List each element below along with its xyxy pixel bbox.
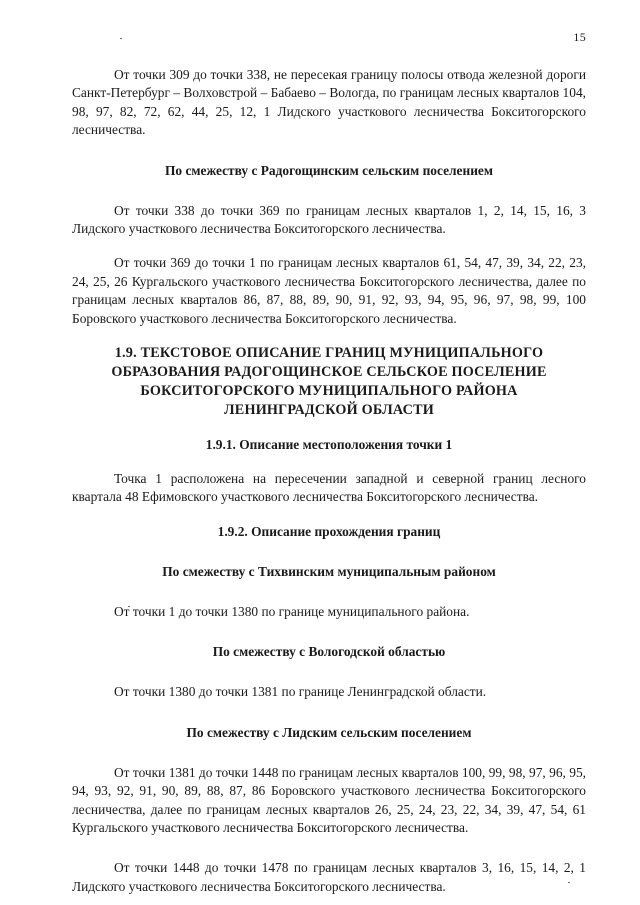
paragraph-1380-1381: От точки 1380 до точки 1381 по границе Ленинградской области. — [114, 684, 487, 700]
paragraph-369-1: От точки 369 до точки 1 по границам лесных кварталов 61, 54, 47, 39, 34, 22, 23, 24, 25, 26 Кургальского участкового лесничества Бокситогорского лесничества, далее по границам лесных кварталов 86, 87, 88, 89, 90, 91, 92, 93, 94, 95, 96, 97, 98, 99, 100 Боровского участкового лесничества Бокситогорского лесничества. — [72, 255, 586, 326]
heading-vologda-border: По смежеству с Вологодской областью — [212, 644, 446, 660]
heading-lidsky-border: По смежеству с Лидским сельским поселением — [186, 724, 472, 740]
section-title-1-9 — [72, 344, 586, 420]
paragraph-1448-1478: От точки 1448 до точки 1478 по границам лесных кварталов 3, 16, 15, 14, 2, 1 Лидского участкового лесничества Бокситогорского лесничества. — [72, 860, 586, 894]
paragraph-1381-1448: От точки 1381 до точки 1448 по границам лесных кварталов 100, 99, 98, 97, 96, 95, 94, 93, 92, 91, 90, 89, 88, 87, 86 Боровского участкового лесничества Бокситогорского лесничества, далее по границам лесных кварталов 26, 25, 24, 23, 22, 34, 39, 47, 54, 61 Кургальского участкового лесничества Бокситогорского лесничества. — [72, 764, 586, 835]
paragraph-railway-boundary: От точки 309 до точки 338, не пересекая границу полосы отвода железной дороги Санкт-Петербург – Волховстрой – Бабаево – Вологда, по границам лесных кварталов 104, 98, 97, 82, 72, 62, 44, 25, 12, 1 Лидского участкового лесничества Бокситогорского лесничества. — [72, 67, 586, 138]
page-number: 15 — [573, 30, 586, 44]
scan-speck — [120, 38, 122, 39]
section-title-line: БОКСИТОГОРСКОГО МУНИЦИПАЛЬНОГО РАЙОНА — [140, 383, 518, 400]
paragraph-338-369: От точки 338 до точки 369 по границам лесных кварталов 1, 2, 14, 15, 16, 3 Лидского участкового лесничества Бокситогорского лесничества. — [72, 202, 586, 237]
heading-radogoshchinsky-border: По смежеству с Радогощинским сельским поселением — [165, 162, 493, 178]
document-body — [72, 66, 586, 896]
heading-1-9-1: 1.9.1. Описание местоположения точки 1 — [205, 437, 453, 453]
heading-tikhvinsky-border: По смежеству с Тихвинским муниципальным районом — [162, 563, 496, 579]
heading-1-9-2: 1.9.2. Описание прохождения границ — [217, 523, 441, 539]
section-title-line: ОБРАЗОВАНИЯ РАДОГОЩИНСКОЕ СЕЛЬСКОЕ ПОСЕЛЕНИЕ — [111, 364, 547, 381]
section-title-line: 1.9. ТЕКСТОВОЕ ОПИСАНИЕ ГРАНИЦ МУНИЦИПАЛЬНОГО — [114, 345, 544, 362]
paragraph-1-1380: От точки 1 до точки 1380 по границе муниципального района. — [114, 603, 470, 619]
paragraph-point-1-location: Точка 1 расположена на пересечении западной и северной границ лесного квартала 48 Ефимовского участкового лесничества Бокситогорского лесничества. — [72, 471, 586, 505]
section-title-line: ЛЕНИНГРАДСКОЙ ОБЛАСТИ — [224, 402, 434, 419]
